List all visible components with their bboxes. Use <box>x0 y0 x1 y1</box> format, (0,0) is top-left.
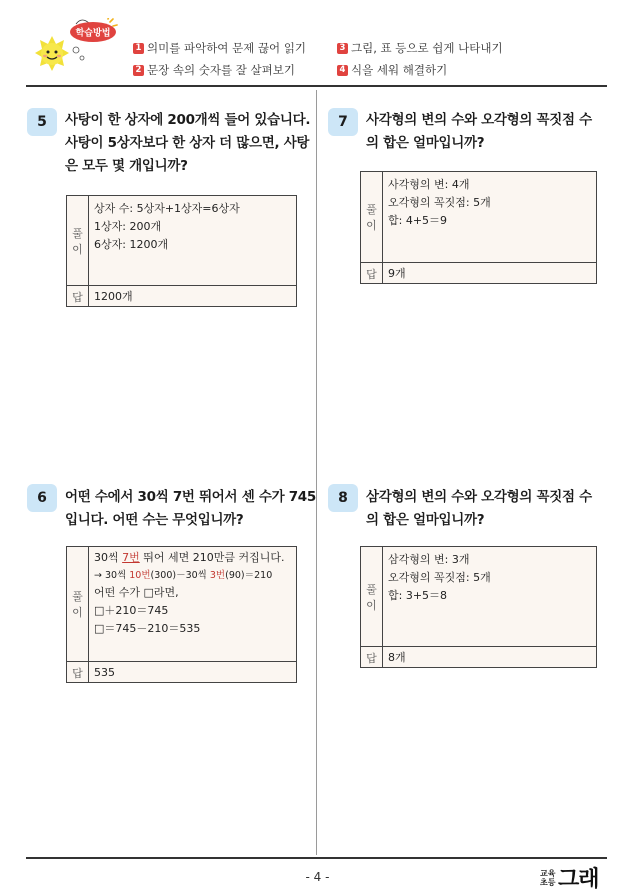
method-item-4 <box>337 59 503 81</box>
solution-box-6 <box>66 546 297 683</box>
question-line: 사탕이 한 상자에 200개씩 들어 있습니다. <box>65 112 311 128</box>
problem-number: 6 <box>27 484 57 512</box>
answer-value: 9개 <box>388 267 406 280</box>
question-line: 어떤 수에서 30씩 7번 뛰어서 센 수가 745 <box>65 489 316 505</box>
solution-line: → 30씩 10번(300)－30씩 3번(90)＝210 <box>94 570 273 581</box>
footer-divider <box>26 857 607 859</box>
answer-label: 답 <box>361 263 383 284</box>
problem-number: 5 <box>27 108 57 136</box>
solution-box-7 <box>360 171 597 284</box>
solution-line: □＋210＝745 <box>94 604 169 617</box>
method-number-badge: 3 <box>337 43 348 54</box>
answer-value: 8개 <box>388 651 406 664</box>
method-item-2 <box>133 59 306 81</box>
question-line: 입니다. 어떤 수는 무엇입니까? <box>65 512 244 528</box>
answer-value: 1200개 <box>94 290 133 303</box>
problem-number: 7 <box>328 108 358 136</box>
solution-line: □＝745－210＝535 <box>94 622 201 635</box>
method-text: 그림, 표 등으로 쉽게 나타내기 <box>351 41 503 55</box>
mascot-illustration <box>26 18 118 88</box>
solution-body <box>94 200 240 254</box>
method-item-1 <box>133 37 306 59</box>
question-line: 의 합은 얼마입니까? <box>366 512 485 528</box>
page-number: - 4 - <box>305 870 330 884</box>
question-line: 의 합은 얼마입니까? <box>366 135 485 151</box>
method-text: 식을 세워 해결하기 <box>351 63 448 77</box>
question-line: 삼각형의 변의 수와 오각형의 꼭짓점 수 <box>366 489 592 505</box>
answer-row <box>361 262 596 284</box>
answer-row <box>67 285 296 307</box>
solution-box-5 <box>66 195 297 307</box>
solution-body <box>94 549 285 638</box>
method-item-3 <box>337 37 503 59</box>
method-number-badge: 1 <box>133 43 144 54</box>
brand-logo <box>540 862 599 893</box>
solution-line: 합: 3+5＝8 <box>388 589 448 602</box>
solution-line: 상자 수: 5상자+1상자=6상자 <box>94 202 240 215</box>
header-divider <box>26 85 607 87</box>
answer-row <box>67 661 296 683</box>
question-line: 사각형의 변의 수와 오각형의 꼭짓점 수 <box>366 112 592 128</box>
answer-row <box>361 646 596 668</box>
solution-body <box>388 551 491 605</box>
solution-line: 6상자: 1200개 <box>94 238 169 251</box>
problem-number: 8 <box>328 484 358 512</box>
question-line: 사탕이 5상자보다 한 상자 더 많으면, 사탕 <box>65 135 310 151</box>
study-methods-right <box>337 37 503 81</box>
solution-line: 1상자: 200개 <box>94 220 162 233</box>
method-text: 문장 속의 숫자를 잘 살펴보기 <box>147 63 295 77</box>
method-badge-text: 학습방법 <box>75 28 111 39</box>
solution-label: 풀 이 <box>67 196 89 285</box>
column-divider <box>316 90 317 855</box>
solution-line: 사각형의 변: 4개 <box>388 178 470 191</box>
method-text: 의미를 파악하여 문제 끊어 읽기 <box>147 41 307 55</box>
solution-label: 풀 이 <box>67 547 89 661</box>
method-number-badge: 2 <box>133 65 144 76</box>
answer-label: 답 <box>361 647 383 668</box>
solution-line: 30씩 7번 뛰어 세면 210만큼 커집니다. <box>94 551 285 564</box>
solution-line: 오각형의 꼭짓점: 5개 <box>388 196 491 209</box>
study-methods-left <box>133 37 306 81</box>
solution-line: 어떤 수가 □라면, <box>94 586 179 599</box>
answer-value: 535 <box>94 666 115 679</box>
solution-line: 합: 4+5＝9 <box>388 214 448 227</box>
brand-name: 그래 <box>558 867 599 892</box>
solution-label: 풀 이 <box>361 172 383 262</box>
solution-line: 삼각형의 변: 3개 <box>388 553 470 566</box>
solution-line: 오각형의 꼭짓점: 5개 <box>388 571 491 584</box>
solution-label: 풀 이 <box>361 547 383 646</box>
method-number-badge: 4 <box>337 65 348 76</box>
answer-label: 답 <box>67 662 89 683</box>
brand-small-text: 교육 초등 <box>540 868 556 887</box>
answer-label: 답 <box>67 286 89 307</box>
question-line: 은 모두 몇 개입니까? <box>65 158 188 174</box>
solution-box-8 <box>360 546 597 668</box>
solution-body <box>388 176 491 230</box>
